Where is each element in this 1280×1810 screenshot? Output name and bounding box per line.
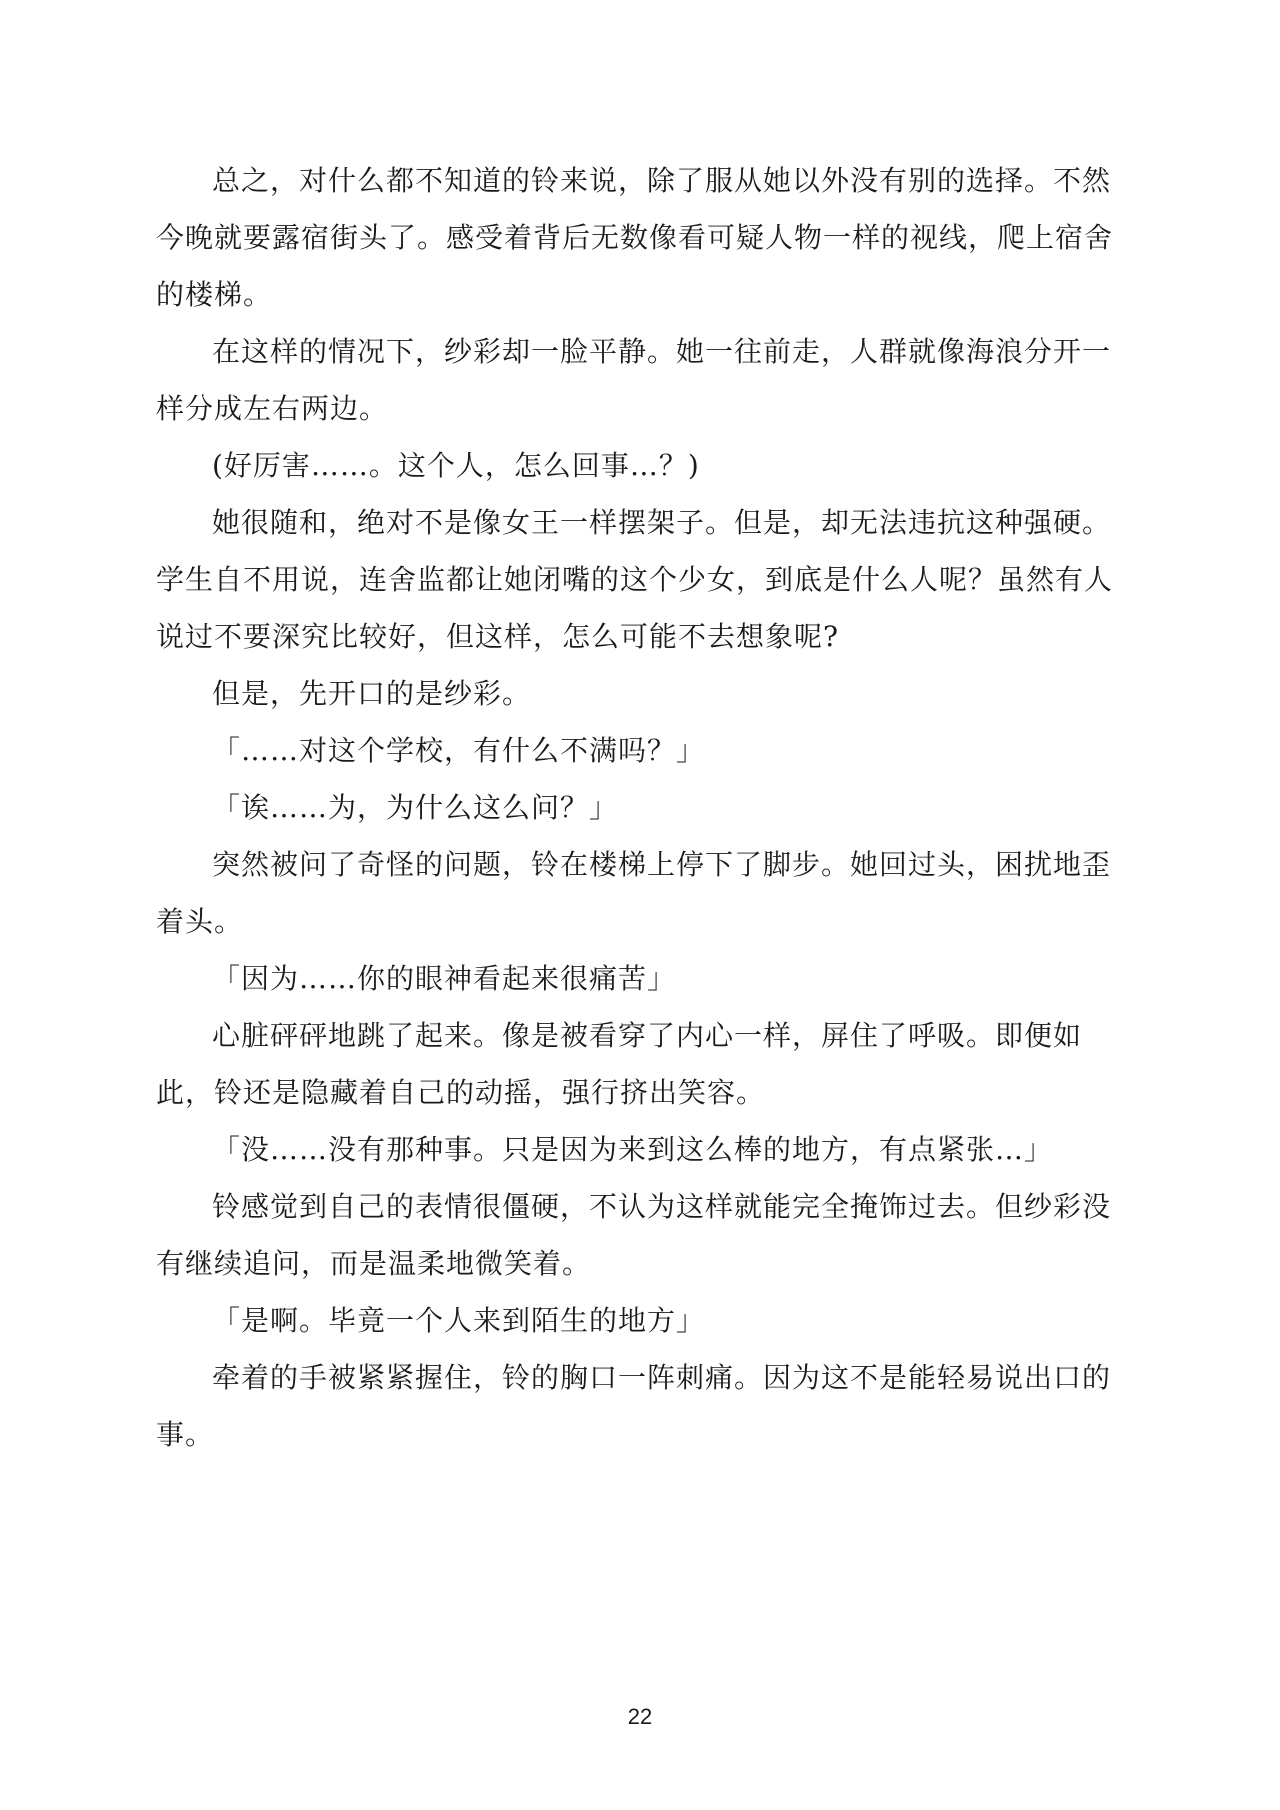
page-number: 22 — [627, 1704, 653, 1729]
paragraph-14: 牵着的手被紧紧握住，铃的胸口一阵刺痛。因为这不是能轻易说出口的事。 — [156, 1361, 1112, 1451]
paragraph-2: 在这样的情况下，纱彩却一脸平静。她一往前走，人群就像海浪分开一样分成左右两边。 — [156, 335, 1112, 425]
paragraph-7: 「诶……为，为什么这么问？」 — [212, 791, 619, 824]
paragraph-3: (好厉害……。这个人，怎么回事…？) — [212, 449, 700, 482]
paragraph-11: 「没……没有那种事。只是因为来到这么棒的地方，有点紧张…」 — [212, 1133, 1054, 1166]
paragraph-8: 突然被问了奇怪的问题，铃在楼梯上停下了脚步。她回过头，困扰地歪着头。 — [156, 848, 1112, 938]
text-body — [156, 152, 1128, 1463]
paragraph-10: 心脏砰砰地跳了起来。像是被看穿了内心一样，屏住了呼吸。即便如此，铃还是隐藏着自己的动摇，强行挤出笑容。 — [156, 1019, 1083, 1109]
paragraph-6: 「……对这个学校，有什么不满吗？」 — [212, 734, 706, 767]
paragraph-5: 但是，先开口的是纱彩。 — [212, 677, 532, 710]
paragraph-1: 总之，对什么都不知道的铃来说，除了服从她以外没有别的选择。不然今晚就要露宿街头了。感受着背后无数像看可疑人物一样的视线，爬上宿舍的楼梯。 — [156, 164, 1114, 311]
paragraph-9: 「因为……你的眼神看起来很痛苦」 — [212, 962, 677, 995]
paragraph-13: 「是啊。毕竟一个人来到陌生的地方」 — [212, 1304, 706, 1337]
paragraph-12: 铃感觉到自己的表情很僵硬，不认为这样就能完全掩饰过去。但纱彩没有继续追问，而是温柔地微笑着。 — [156, 1190, 1112, 1280]
paragraph-4: 她很随和，绝对不是像女王一样摆架子。但是，却无法违抗这种强硬。学生自不用说，连舍监都让她闭嘴的这个少女，到底是什么人呢？虽然有人说过不要深究比较好，但这样，怎么可能不去想象呢? — [156, 506, 1114, 653]
